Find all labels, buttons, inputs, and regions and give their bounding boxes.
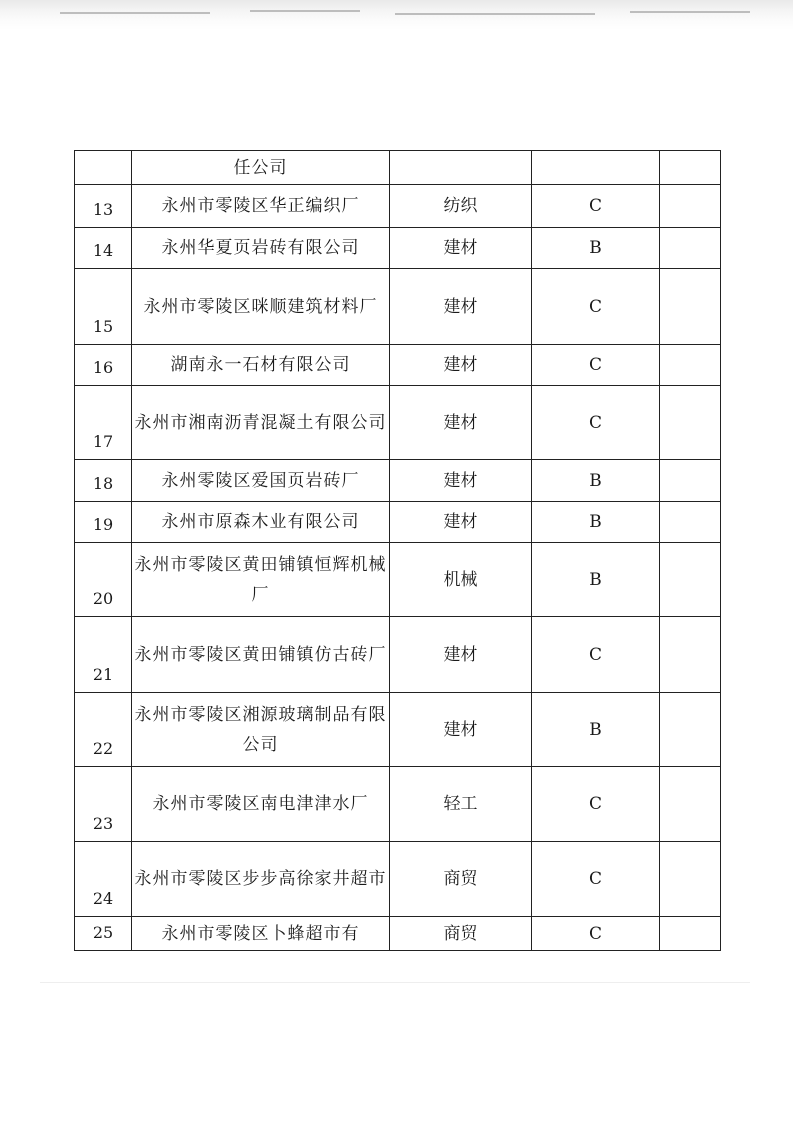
table-row [75,842,721,917]
company-name: 永州市零陵区黄田铺镇恒辉机械厂 [132,543,390,617]
table-row [75,917,721,951]
company-name: 永州市零陵区卜蜂超市有 [132,917,390,951]
table-row [75,617,721,693]
grade: C [532,185,660,228]
industry: 机械 [390,543,532,617]
company-name: 湖南永一石材有限公司 [132,345,390,386]
industry: 建材 [390,228,532,269]
grade: C [532,842,660,917]
row-number: 16 [75,345,132,386]
row-number: 13 [75,185,132,228]
industry: 轻工 [390,767,532,842]
note [660,842,721,917]
company-name: 永州市零陵区湘源玻璃制品有限公司 [132,693,390,767]
industry: 建材 [390,460,532,502]
grade: C [532,617,660,693]
company-name: 任公司 [132,151,390,185]
row-number: 22 [75,693,132,767]
company-name: 永州市原森木业有限公司 [132,502,390,543]
table-row [75,228,721,269]
note [660,693,721,767]
grade: C [532,269,660,345]
scan-edge-line [40,982,750,983]
note [660,767,721,842]
table-row [75,151,721,185]
company-name: 永州市零陵区咪顺建筑材料厂 [132,269,390,345]
enterprise-grade-table [74,150,721,951]
row-number: 20 [75,543,132,617]
note [660,151,721,185]
row-number: 23 [75,767,132,842]
grade: C [532,345,660,386]
row-number: 18 [75,460,132,502]
scan-edge-shading [0,0,793,30]
note [660,917,721,951]
company-name: 永州市零陵区南电津津水厂 [132,767,390,842]
note [660,460,721,502]
company-name: 永州市零陵区华正编织厂 [132,185,390,228]
industry: 纺织 [390,185,532,228]
table-row [75,460,721,502]
industry [390,151,532,185]
industry: 建材 [390,269,532,345]
note [660,386,721,460]
company-name: 永州零陵区爱国页岩砖厂 [132,460,390,502]
grade: C [532,386,660,460]
table-row [75,386,721,460]
note [660,269,721,345]
company-name: 永州市零陵区步步高徐家井超市 [132,842,390,917]
row-number: 19 [75,502,132,543]
grade: B [532,228,660,269]
table-row [75,502,721,543]
note [660,345,721,386]
industry: 商贸 [390,917,532,951]
grade: C [532,917,660,951]
industry: 建材 [390,386,532,460]
table-row [75,185,721,228]
row-number [75,151,132,185]
row-number: 24 [75,842,132,917]
grade: C [532,767,660,842]
row-number: 21 [75,617,132,693]
grade: B [532,502,660,543]
note [660,185,721,228]
row-number: 25 [75,917,132,951]
company-name: 永州市湘南沥青混凝土有限公司 [132,386,390,460]
grade: B [532,693,660,767]
company-name: 永州市零陵区黄田铺镇仿古砖厂 [132,617,390,693]
industry: 商贸 [390,842,532,917]
table-row [75,269,721,345]
industry: 建材 [390,617,532,693]
row-number: 17 [75,386,132,460]
industry: 建材 [390,502,532,543]
row-number: 15 [75,269,132,345]
note [660,543,721,617]
row-number: 14 [75,228,132,269]
table-row [75,767,721,842]
industry: 建材 [390,693,532,767]
table-row [75,543,721,617]
note [660,617,721,693]
grade: B [532,543,660,617]
note [660,502,721,543]
grade [532,151,660,185]
grade: B [532,460,660,502]
table-row [75,345,721,386]
industry: 建材 [390,345,532,386]
company-name: 永州华夏页岩砖有限公司 [132,228,390,269]
note [660,228,721,269]
table-row [75,693,721,767]
